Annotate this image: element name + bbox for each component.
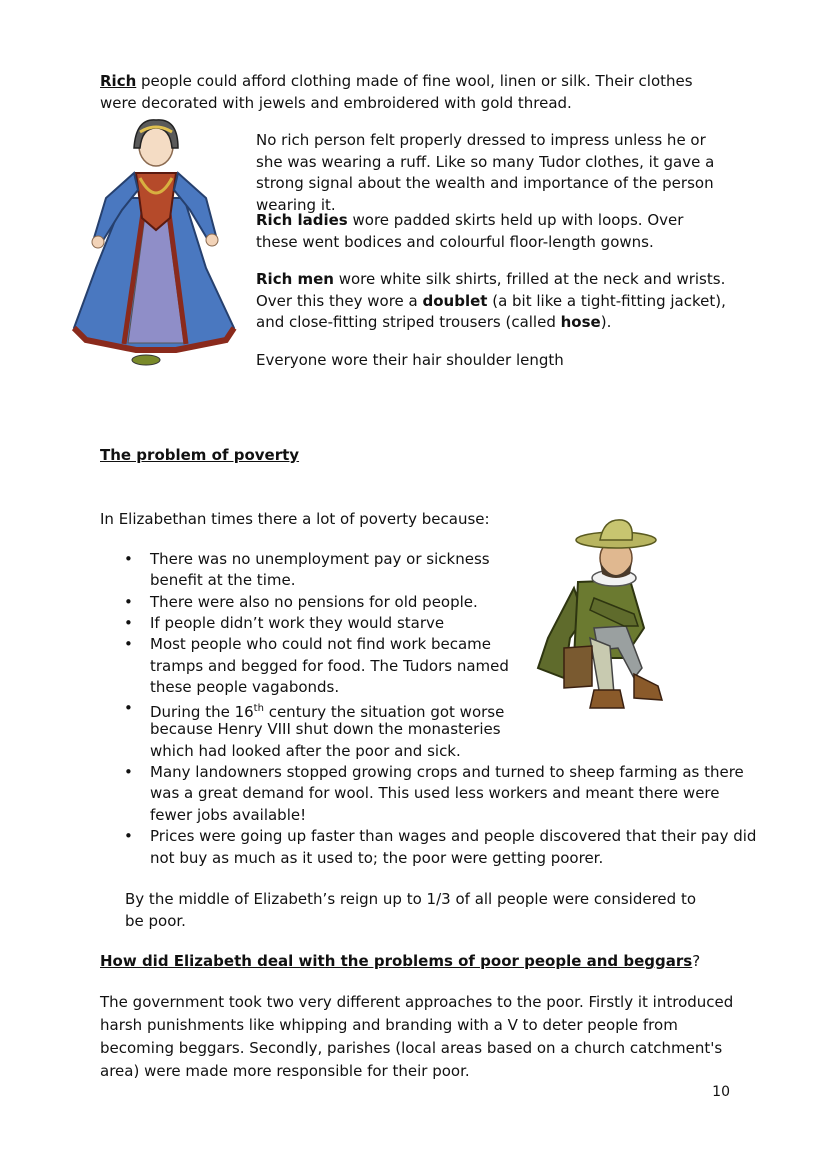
bullet-5-line-3: which had looked after the poor and sick. xyxy=(150,742,461,760)
ruff-paragraph: No rich person felt properly dressed to impress unless he or she was wearing a ruff. Like so many Tudor clothes, it gave a strong signal about the wealth and importance of the person wearing it. xyxy=(256,131,715,214)
rich-ladies-text: wore padded skirts held up with loops. Over these went bodices and colourful floor-length gowns. xyxy=(256,211,684,251)
bullet-dot: • xyxy=(124,827,133,845)
doublet-bold: doublet xyxy=(422,291,488,310)
intro-paragraph xyxy=(100,71,720,114)
rich-men-bold: Rich men xyxy=(256,270,334,288)
bullet-7-line-2: not buy as much as it used to; the poor were getting poorer. xyxy=(150,849,604,867)
rich-men-text-3: ). xyxy=(600,313,612,331)
intro-text: people could afford clothing made of fine wool, linen or silk. Their clothes were decorated with jewels and embroidered with gold thread. xyxy=(100,72,693,112)
bullet-dot: • xyxy=(124,635,133,653)
bullet-5-text-post: century the situation got worse xyxy=(263,703,505,721)
bullet-5-text-pre: During the 16 xyxy=(150,703,254,721)
bullet-6-line-3: fewer jobs available! xyxy=(150,806,307,824)
bullet-7-line-1: Prices were going up faster than wages and people discovered that their pay did xyxy=(150,827,757,845)
bullet-4-line-3: these people vagabonds. xyxy=(150,678,340,696)
rich-men-text-1: wore white silk shirts, frilled at the neck and wrists. Over this they wore a xyxy=(256,270,726,310)
rich-men-paragraph xyxy=(256,269,736,334)
bullet-1-line-1: There was no unemployment pay or sickness xyxy=(150,550,490,568)
bullet-2: There were also no pensions for old people. xyxy=(150,593,478,611)
bullet-dot: • xyxy=(124,593,133,611)
poverty-intro: In Elizabethan times there a lot of poverty because: xyxy=(100,510,490,528)
beggar-illustration xyxy=(534,518,674,714)
rich-ladies-bold: Rich ladies xyxy=(256,211,348,229)
hair-paragraph: Everyone wore their hair shoulder length xyxy=(256,351,564,369)
poverty-heading: The problem of poverty xyxy=(100,446,300,464)
government-paragraph: The government took two very different approaches to the poor. Firstly it introduced harsh punishments like whipping and branding with a V to deter people from becoming beggars. Secondly, parishes (local areas based on a church catchment's area) were made more responsible for their poor. xyxy=(100,993,734,1080)
bullet-5-line-2: because Henry VIII shut down the monasteries xyxy=(150,720,501,738)
page-number: 10 xyxy=(712,1084,730,1100)
elizabeth-heading xyxy=(100,951,700,973)
rich-men-text-2: (a bit like a tight-fitting jacket), and close-fitting striped trousers (called xyxy=(256,291,726,331)
bullet-5-superscript: th xyxy=(253,703,264,714)
elizabeth-heading-question: ? xyxy=(692,952,701,970)
bullet-1-line-2: benefit at the time. xyxy=(150,571,296,589)
rich-ladies-paragraph xyxy=(256,210,726,253)
bullet-6-line-2: was a great demand for wool. This used less workers and meant there were xyxy=(150,784,720,802)
elizabeth-heading-text: How did Elizabeth deal with the problems of poor people and beggars xyxy=(100,952,693,970)
middle-reign-paragraph: By the middle of Elizabeth’s reign up to 1/3 of all people were considered to be poor. xyxy=(125,890,697,930)
bullet-dot: • xyxy=(124,550,133,568)
hose-bold: hose xyxy=(560,313,601,331)
bullet-4-line-2: tramps and begged for food. The Tudors named xyxy=(150,657,509,675)
rich-lady-illustration xyxy=(66,118,241,388)
bullet-4-line-1: Most people who could not find work became xyxy=(150,635,491,653)
bullet-dot: • xyxy=(124,614,133,632)
bullet-6-line-1: Many landowners stopped growing crops and turned to sheep farming as there xyxy=(150,763,744,781)
bullet-dot: • xyxy=(124,763,133,781)
bullet-dot: • xyxy=(124,699,133,717)
bullet-3: If people didn’t work they would starve xyxy=(150,614,445,632)
rich-word: Rich xyxy=(100,72,137,90)
